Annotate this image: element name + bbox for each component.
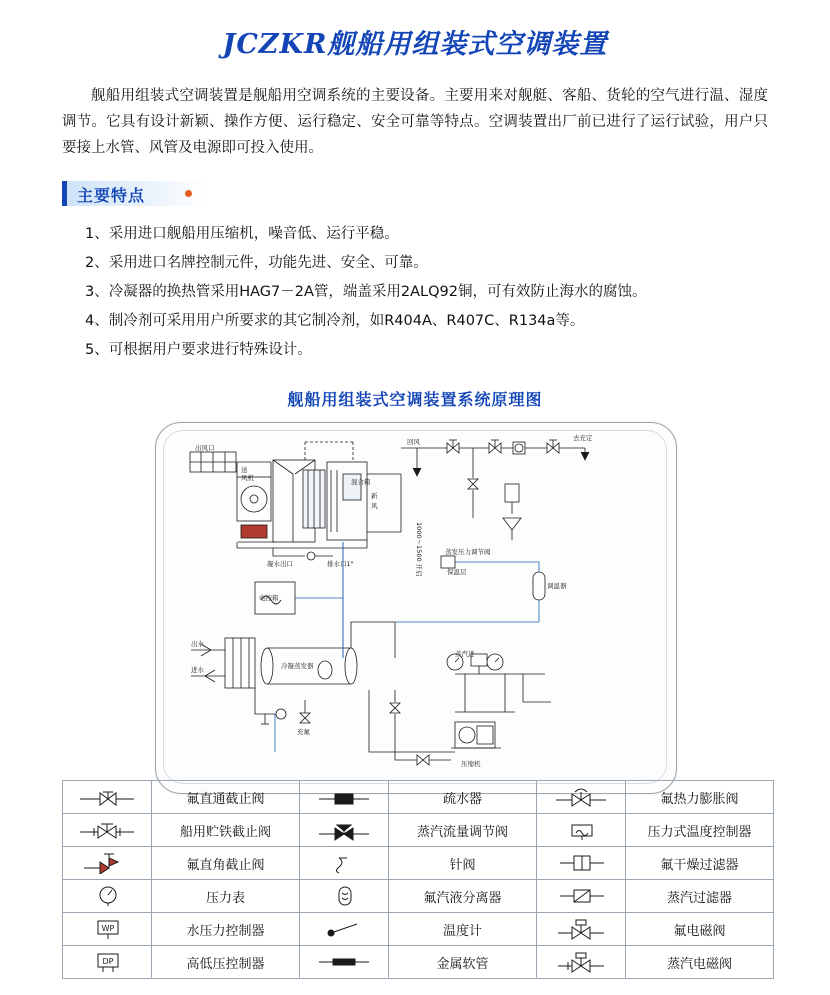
needle-valve-icon xyxy=(300,847,389,880)
svg-text:DP: DP xyxy=(102,957,114,966)
diagram-label-condenser: 冷凝蒸发器 xyxy=(281,662,314,670)
table-row xyxy=(63,814,774,847)
table-row xyxy=(63,913,774,946)
diagram-label-outlet-note: 去充定 xyxy=(573,434,593,442)
table-row xyxy=(63,781,774,814)
list-item: 5、可根据用户要求进行特殊设计。 xyxy=(85,342,312,358)
list-item: 4、制冷剂可采用用户所要求的其它制冷剂，如R404A、R407C、R134a等。 xyxy=(85,313,585,329)
diagram-label-height-note: 1000～1500 开启 xyxy=(415,522,423,577)
solenoid-valve-icon xyxy=(537,913,626,946)
thermal-expansion-valve-icon xyxy=(537,781,626,814)
legend-label: 高低压控制器 xyxy=(152,946,300,979)
legend-label: 蒸汽电磁阀 xyxy=(626,946,774,979)
list-item: 1、采用进口舰船用压缩机，噪音低、运行平稳。 xyxy=(85,226,399,242)
high-low-pressure-controller-icon xyxy=(63,946,152,979)
diagram-label-fan2: 风机 xyxy=(241,474,254,482)
legend-label: 针阀 xyxy=(389,847,537,880)
svg-text:WP: WP xyxy=(101,924,115,933)
intro-paragraph: 舰船用组装式空调装置是舰船用空调系统的主要设备。主要用来对舰艇、客船、货轮的空气进行温、湿度调节。它具有设计新颖、操作方便、运行稳定、安全可靠等特点。空调装置出厂前已进行了运行试验，用户只要接上水管、风管及电源即可投入使用。 xyxy=(62,88,768,156)
section-banner xyxy=(62,181,207,206)
legend-label: 氟电磁阀 xyxy=(626,913,774,946)
legend-label: 温度计 xyxy=(389,913,537,946)
diagram-label-fan: 送 xyxy=(241,466,248,474)
diagram-label-control-box: 电控箱 xyxy=(259,594,279,602)
legend-label: 水压力控制器 xyxy=(152,913,300,946)
metal-hose-icon xyxy=(300,946,389,979)
liquid-separator-icon xyxy=(300,880,389,913)
system-schematic-diagram xyxy=(155,422,675,792)
diagram-label-drain-port: 排水口1" xyxy=(327,560,354,568)
globe-stop-valve-icon xyxy=(63,781,152,814)
diagram-label-steam-in: 蒸汽进 xyxy=(455,650,475,658)
diagram-label-insulation: 保温层 xyxy=(447,568,467,576)
diagram-label-fresh-air2: 风 xyxy=(371,502,378,510)
orange-dot-icon xyxy=(185,190,192,197)
steam-flow-regulating-valve-icon xyxy=(300,814,389,847)
legend-table xyxy=(62,780,774,979)
legend-label: 船用贮铁截止阀 xyxy=(152,814,300,847)
legend-label: 氟直角截止阀 xyxy=(152,847,300,880)
diagram-label-fresh-air: 新 xyxy=(371,492,378,500)
table-row xyxy=(63,880,774,913)
water-pressure-controller-icon xyxy=(63,913,152,946)
marine-cast-iron-stop-valve-icon xyxy=(63,814,152,847)
diagram-label-return-air: 回风 xyxy=(407,438,420,446)
pressure-type-temperature-controller-icon xyxy=(537,814,626,847)
diagram-label-thermostat: 调温器 xyxy=(547,582,567,590)
legend-label: 蒸汽过滤器 xyxy=(626,880,774,913)
angle-stop-valve-icon xyxy=(63,847,152,880)
diagram-label-mixing-box: 混合箱 xyxy=(351,478,371,486)
legend-label: 压力表 xyxy=(152,880,300,913)
list-item: 3、冷凝器的换热管采用HAG7－2A管，端盖采用2ALQ92铜，可有效防止海水的腐蚀。 xyxy=(85,284,647,300)
diagram-label-compressor: 压缩机 xyxy=(461,760,481,768)
legend-label: 氟直通截止阀 xyxy=(152,781,300,814)
legend-label: 压力式温度控制器 xyxy=(626,814,774,847)
steam-filter-icon xyxy=(537,880,626,913)
diagram-label-water-out: 出水 xyxy=(191,640,204,648)
filter-drier-icon xyxy=(537,847,626,880)
table-row xyxy=(63,847,774,880)
diagram-schematic-svg xyxy=(155,422,675,792)
legend-label: 氟汽液分离器 xyxy=(389,880,537,913)
legend-label: 氟干燥过滤器 xyxy=(626,847,774,880)
steam-trap-icon xyxy=(300,781,389,814)
table-row xyxy=(63,946,774,979)
legend-label: 金属软管 xyxy=(389,946,537,979)
document-page xyxy=(0,22,830,995)
legend-label: 氟热力膨胀阀 xyxy=(626,781,774,814)
diagram-label-charge: 充氟 xyxy=(297,728,310,736)
legend-label: 蒸汽流量调节阀 xyxy=(389,814,537,847)
thermometer-icon xyxy=(300,913,389,946)
diagram-label-condensate: 凝水出口 xyxy=(267,560,293,568)
diagram-label-water-in: 进水 xyxy=(191,666,204,674)
feature-list xyxy=(85,220,830,365)
section-banner-label: 主要特点 xyxy=(77,186,146,205)
list-item: 2、采用进口名牌控制元件，功能先进、安全、可靠。 xyxy=(85,255,428,271)
diagram-label-air-outlet: 出风口 xyxy=(195,444,215,452)
legend-label: 疏水器 xyxy=(389,781,537,814)
diagram-label-evap-pressure: 蒸发压力调节阀 xyxy=(445,548,491,556)
pressure-gauge-icon xyxy=(63,880,152,913)
diagram-title: 舰船用组装式空调装置系统原理图 xyxy=(287,390,543,409)
page-title: JCZKR舰船用组装式空调装置 xyxy=(222,29,608,60)
steam-solenoid-valve-icon xyxy=(537,946,626,979)
